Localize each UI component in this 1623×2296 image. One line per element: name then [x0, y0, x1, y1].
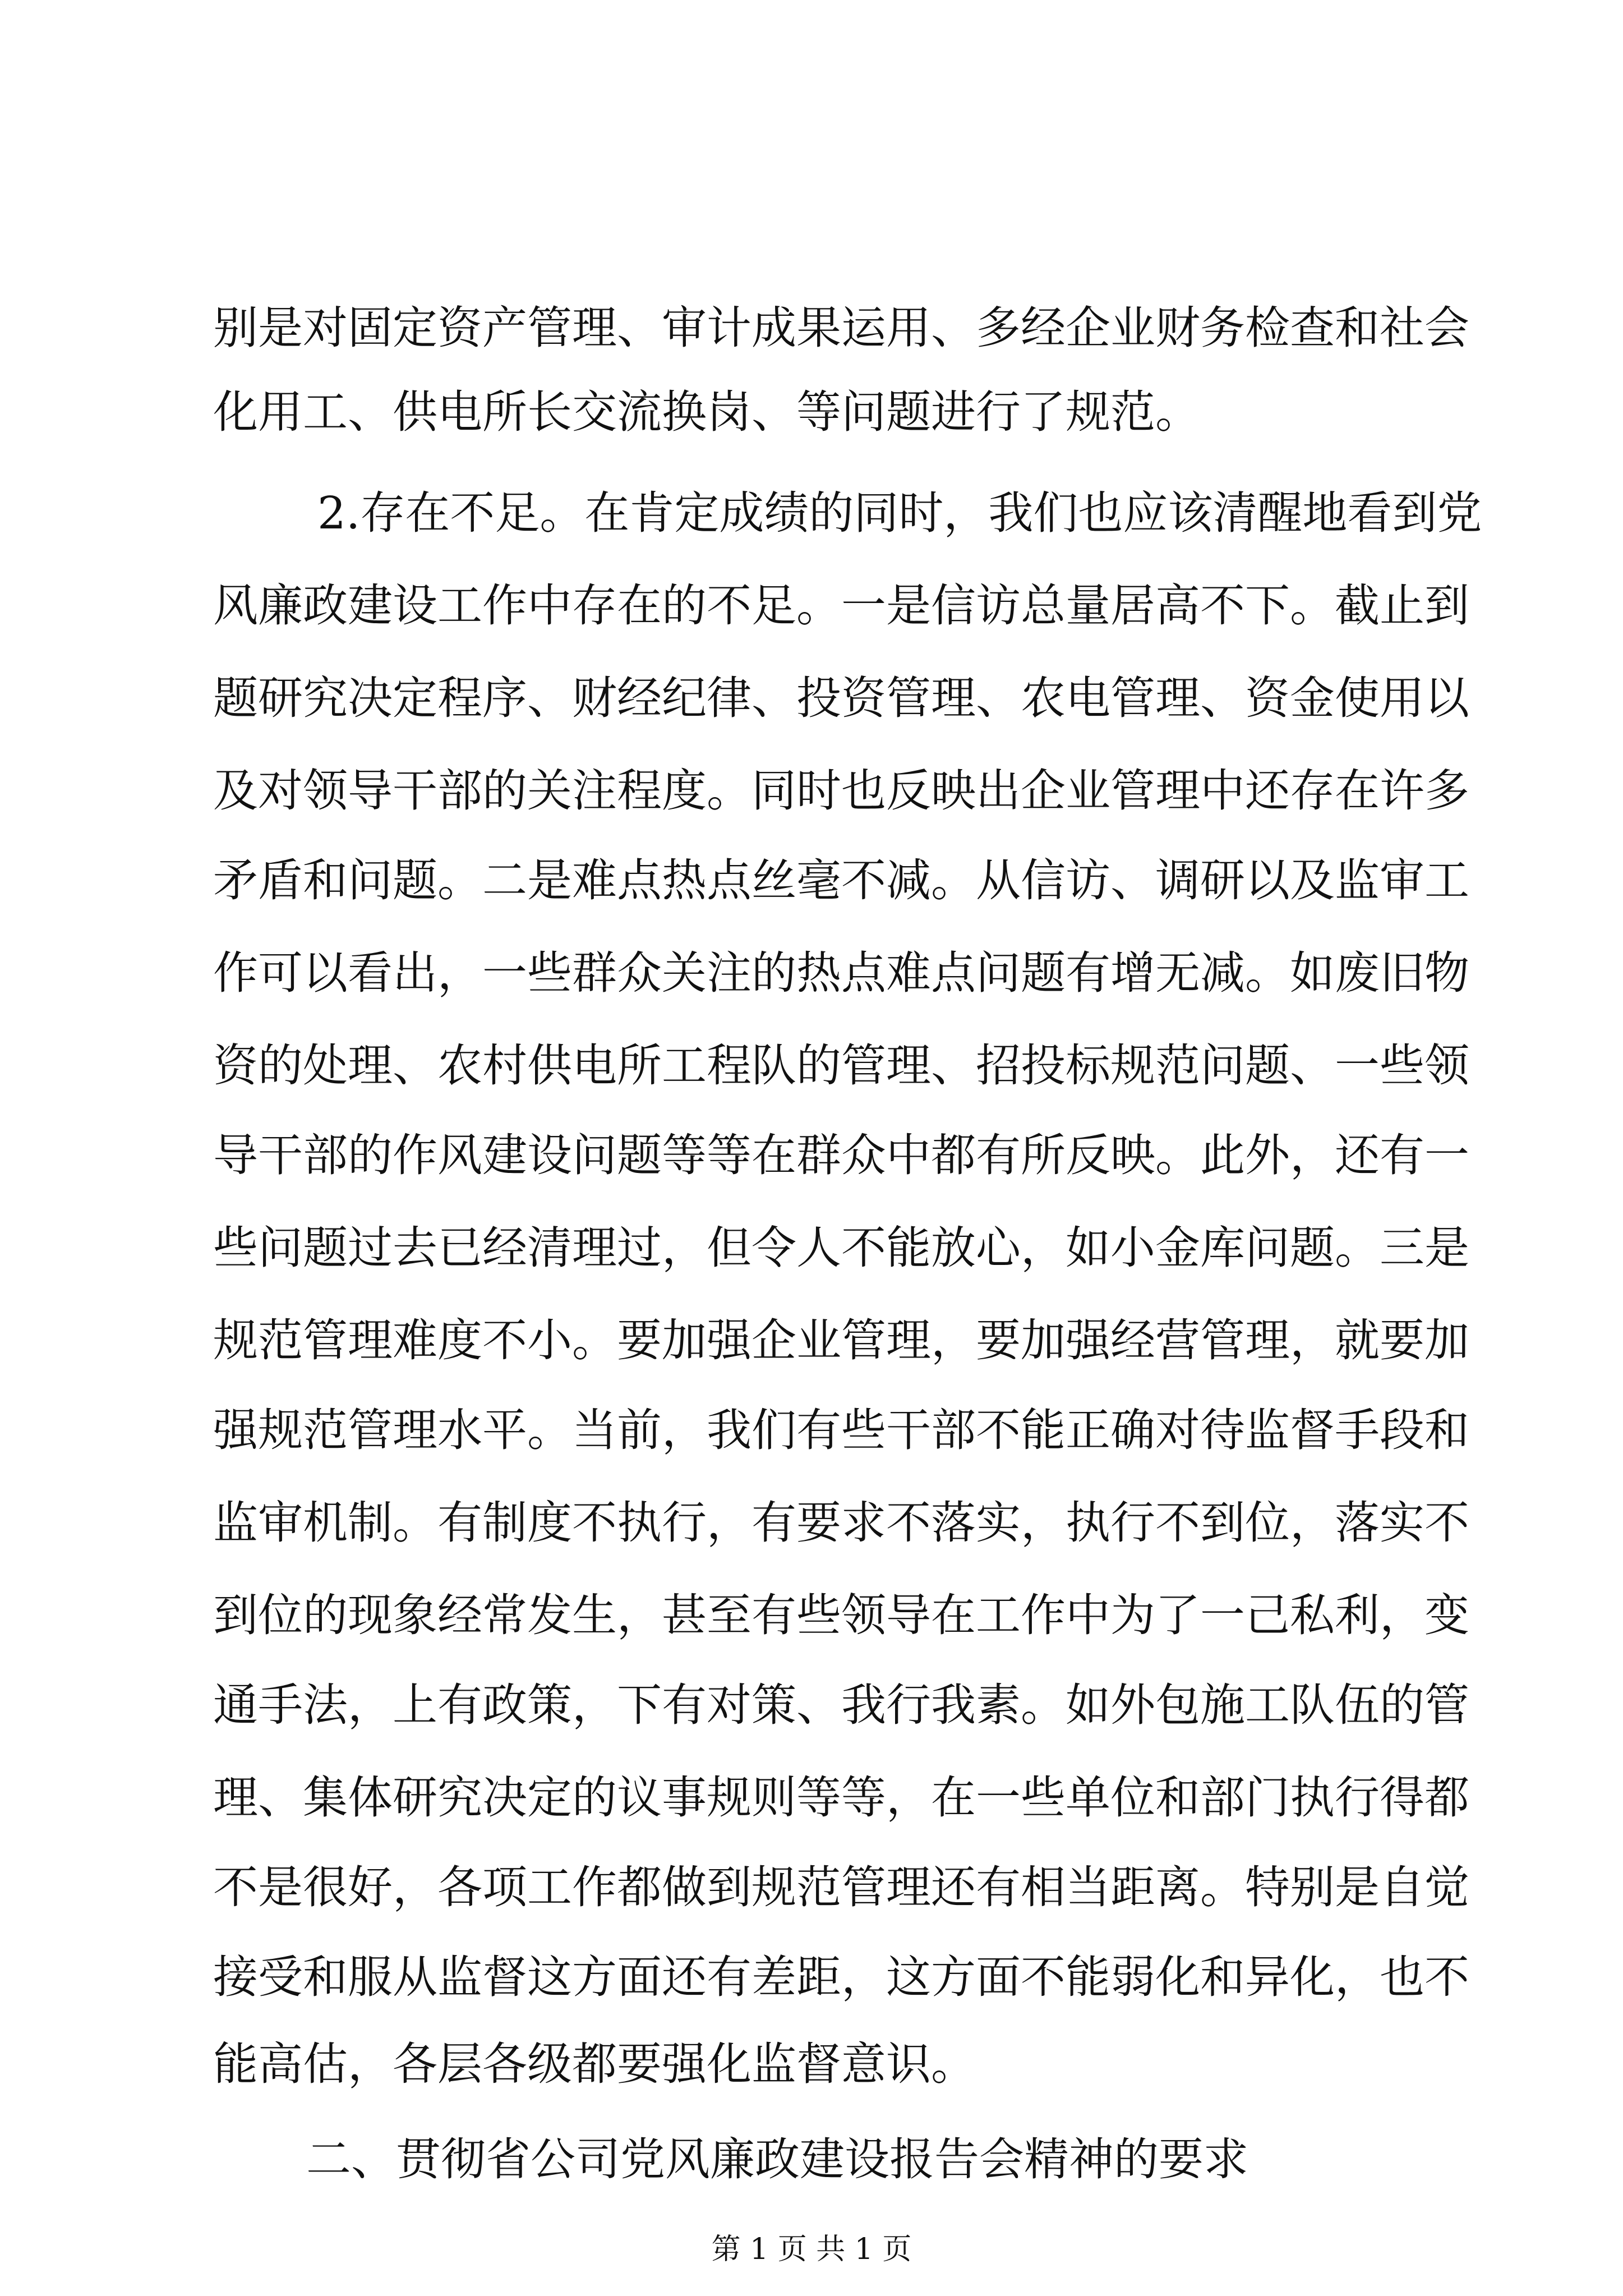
- body-line: 及对领导干部的关注程度。同时也反映出企业管理中还存在许多: [213, 765, 1469, 817]
- body-line: 到位的现象经常发生，甚至有些领导在工作中为了一己私利，变: [213, 1589, 1469, 1641]
- body-line: 理、集体研究决定的议事规则等等，在一些单位和部门执行得都: [213, 1772, 1469, 1824]
- body-line: 矛盾和问题。二是难点热点丝毫不减。从信访、调研以及监审工: [213, 854, 1469, 907]
- body-line: 通手法，上有政策，下有对策、我行我素。如外包施工队伍的管: [213, 1679, 1469, 1731]
- body-line: 接受和服从监督这方面还有差距，这方面不能弱化和异化，也不: [213, 1951, 1469, 2003]
- body-line: 资的处理、农村供电所工程队的管理、招投标规范问题、一些领: [213, 1039, 1469, 1092]
- body-line: 不是很好，各项工作都做到规范管理还有相当距离。特别是自觉: [213, 1861, 1469, 1913]
- body-line: 规范管理难度不小。要加强企业管理，要加强经营管理，就要加: [213, 1314, 1469, 1366]
- body-line: 别是对固定资产管理、审计成果运用、多经企业财务检查和社会: [213, 302, 1469, 354]
- body-line: 2.存在不足。在肯定成绩的同时，我们也应该清醒地看到党: [317, 487, 1482, 539]
- body-line: 些问题过去已经清理过，但令人不能放心，如小金库问题。三是: [213, 1222, 1469, 1274]
- body-line: 监审机制。有制度不执行，有要求不落实，执行不到位，落实不: [213, 1497, 1469, 1549]
- body-line: 化用工、供电所长交流换岗、等问题进行了规范。: [213, 386, 1200, 438]
- section-heading: 二、贯彻省公司党风廉政建设报告会精神的要求: [306, 2133, 1248, 2185]
- body-line: 强规范管理水平。当前，我们有些干部不能正确对待监督手段和: [213, 1404, 1469, 1456]
- body-line: 能高估，各层各级都要强化监督意识。: [213, 2038, 976, 2090]
- body-line: 导干部的作风建设问题等等在群众中都有所反映。此外，还有一: [213, 1129, 1469, 1181]
- body-line: 作可以看出，一些群众关注的热点难点问题有增无减。如废旧物: [213, 947, 1469, 999]
- body-line: 题研究决定程序、财经纪律、投资管理、农电管理、资金使用以: [213, 672, 1469, 724]
- body-line: 风廉政建设工作中存在的不足。一是信访总量居高不下。截止到: [213, 579, 1469, 632]
- page-number-footer: 第 1 页 共 1 页: [711, 2233, 912, 2266]
